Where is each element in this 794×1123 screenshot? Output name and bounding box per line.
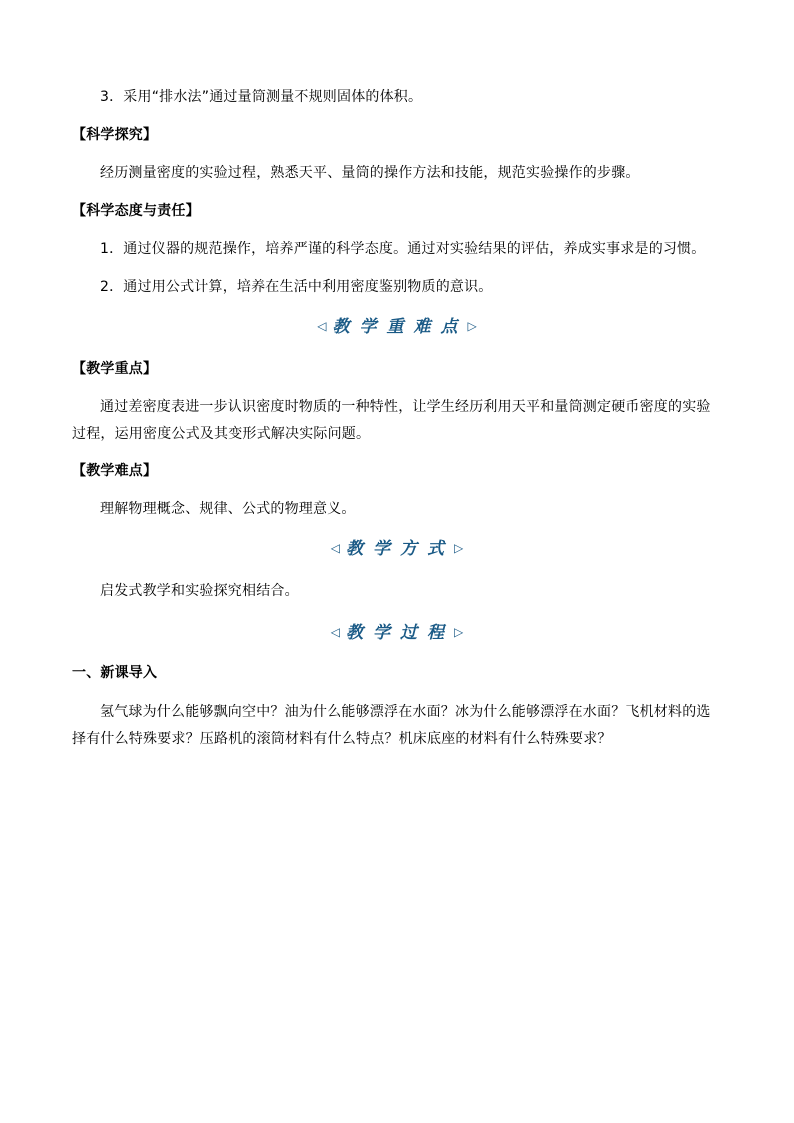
banner-title: 教学过程	[346, 623, 454, 643]
banner-title: 教学重难点	[332, 317, 468, 337]
left-triangle-icon: ◁	[317, 319, 327, 333]
left-triangle-icon: ◁	[330, 541, 340, 555]
objective-item-3: 3．采用“排水法”通过量筒测量不规则固体的体积。	[100, 89, 423, 105]
right-triangle-icon: ▷	[454, 541, 464, 555]
left-triangle-icon: ◁	[330, 625, 340, 639]
new-lesson-intro-text: 氢气球为什么能够飘向空中？油为什么能够漂浮在水面？冰为什么能够漂浮在水面？飞机材料的选择有什么特殊要求？压路机的滚筒材料有什么特点？机床底座的材料有什么特殊要求？	[72, 704, 711, 747]
heading-new-lesson-intro: 一、新课导入	[72, 665, 158, 681]
heading-science-inquiry: 【科学探究】	[72, 127, 158, 143]
attitude-item-1: 1．通过仪器的规范操作，培养严谨的科学态度。通过对实验结果的评估，养成实事求是的习惯。	[100, 241, 706, 257]
heading-science-attitude: 【科学态度与责任】	[72, 203, 200, 219]
key-points-text: 通过差密度表进一步认识密度时物质的一种特性，让学生经历利用天平和量筒测定硬币密度的实验过程，运用密度公式及其变形式解决实际问题。	[72, 399, 711, 442]
science-inquiry-text: 经历测量密度的实验过程，熟悉天平、量筒的操作方法和技能，规范实验操作的步骤。	[100, 165, 640, 181]
attitude-item-2: 2．通过用公式计算，培养在生活中利用密度鉴别物质的意识。	[100, 279, 493, 295]
banner-teaching-process	[0, 620, 794, 645]
right-triangle-icon: ▷	[454, 625, 464, 639]
teaching-method-text: 启发式教学和实验探究相结合。	[100, 583, 299, 599]
heading-key-points: 【教学重点】	[72, 361, 158, 377]
difficult-points-text: 理解物理概念、规律、公式的物理意义。	[100, 501, 356, 517]
banner-title: 教学方式	[346, 539, 454, 559]
heading-difficult-points: 【教学难点】	[72, 463, 158, 479]
banner-teaching-method	[0, 536, 794, 561]
right-triangle-icon: ▷	[467, 319, 477, 333]
banner-key-difficult-points	[0, 314, 794, 339]
